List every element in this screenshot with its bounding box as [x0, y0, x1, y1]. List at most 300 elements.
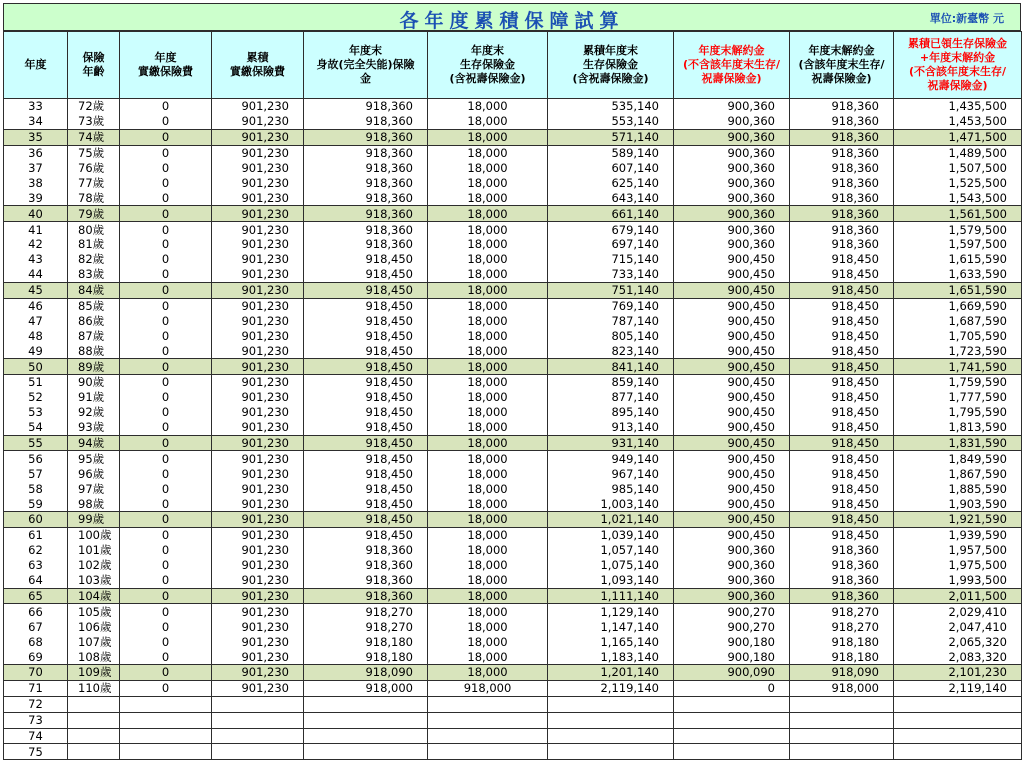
cell-annual-premium: 0 [120, 466, 212, 481]
cell-surrender-value-incl: 918,360 [790, 175, 894, 190]
cell-death-benefit: 918,450 [304, 527, 428, 542]
cell-annual-premium [120, 696, 212, 712]
cell-annual-premium: 0 [120, 237, 212, 252]
cell-annual-premium: 0 [120, 496, 212, 511]
table-row [4, 161, 1022, 176]
cell-death-benefit: 918,270 [304, 604, 428, 619]
cell-cumulative-total: 1,615,590 [894, 252, 1022, 267]
header-line: (含祝壽保險金) [572, 72, 649, 85]
cell-cumulative-total: 1,705,590 [894, 328, 1022, 343]
cell-death-benefit: 918,450 [304, 496, 428, 511]
cell-year: 69 [4, 649, 68, 664]
cell-insured-age: 105歲 [68, 604, 120, 619]
cell-survival-benefit: 18,000 [428, 145, 548, 160]
benefit-table [3, 31, 1022, 760]
cell-death-benefit: 918,360 [304, 543, 428, 558]
cell-cumulative-total: 2,083,320 [894, 649, 1022, 664]
cell-survival-benefit: 18,000 [428, 222, 548, 237]
cell-insured-age: 89歲 [68, 359, 120, 375]
header-line: (含祝壽保險金) [449, 72, 526, 85]
cell-cumulative-total: 1,831,590 [894, 435, 1022, 451]
cell-surrender-value-incl: 918,360 [790, 222, 894, 237]
cell-annual-premium [120, 744, 212, 760]
cell-insured-age: 72歲 [68, 99, 120, 114]
cell-death-benefit: 918,450 [304, 282, 428, 298]
cell-cumulative-survival-benefit: 1,201,140 [548, 664, 674, 680]
table-row [4, 696, 1022, 712]
cell-cumulative-total: 1,867,590 [894, 466, 1022, 481]
cell-surrender-value-excl: 900,090 [674, 664, 790, 680]
cell-cumulative-total: 1,759,590 [894, 375, 1022, 390]
cell-death-benefit: 918,000 [304, 680, 428, 696]
cell-year: 54 [4, 420, 68, 435]
cell-surrender-value-incl: 918,360 [790, 99, 894, 114]
cell-cumulative-survival-benefit: 1,147,140 [548, 619, 674, 634]
cell-surrender-value-incl: 918,360 [790, 129, 894, 145]
cell-cumulative-premium: 901,230 [212, 680, 304, 696]
cell-cumulative-survival-benefit: 643,140 [548, 190, 674, 205]
table-row [4, 222, 1022, 237]
cell-surrender-value-excl: 900,450 [674, 375, 790, 390]
cell-year: 44 [4, 267, 68, 282]
cell-cumulative-premium: 901,230 [212, 466, 304, 481]
cell-year: 62 [4, 543, 68, 558]
cell-surrender-value-excl: 900,450 [674, 481, 790, 496]
cell-cumulative-premium: 901,230 [212, 129, 304, 145]
cell-annual-premium: 0 [120, 604, 212, 619]
cell-annual-premium: 0 [120, 206, 212, 222]
cell-year: 42 [4, 237, 68, 252]
cell-cumulative-total: 1,741,590 [894, 359, 1022, 375]
cell-surrender-value-excl: 900,360 [674, 206, 790, 222]
cell-surrender-value-excl: 900,450 [674, 343, 790, 358]
cell-death-benefit: 918,360 [304, 175, 428, 190]
cell-survival-benefit: 18,000 [428, 634, 548, 649]
cell-survival-benefit: 18,000 [428, 359, 548, 375]
cell-annual-premium: 0 [120, 222, 212, 237]
table-row [4, 466, 1022, 481]
cell-surrender-value-incl: 918,360 [790, 145, 894, 160]
cell-insured-age [68, 744, 120, 760]
cell-surrender-value-excl: 900,360 [674, 558, 790, 573]
cell-surrender-value-incl: 918,360 [790, 543, 894, 558]
cell-cumulative-total: 2,101,230 [894, 664, 1022, 680]
header-line: 身故(完全失能)保險 [316, 58, 415, 71]
cell-insured-age: 91歲 [68, 390, 120, 405]
cell-death-benefit: 918,360 [304, 558, 428, 573]
cell-survival-benefit: 18,000 [428, 451, 548, 466]
table-row [4, 405, 1022, 420]
cell-cumulative-survival-benefit: 859,140 [548, 375, 674, 390]
cell-annual-premium: 0 [120, 175, 212, 190]
cell-insured-age [68, 728, 120, 744]
cell-cumulative-total: 2,029,410 [894, 604, 1022, 619]
cell-surrender-value-incl: 918,450 [790, 390, 894, 405]
cell-survival-benefit: 18,000 [428, 604, 548, 619]
cell-survival-benefit: 18,000 [428, 588, 548, 604]
cell-year: 55 [4, 435, 68, 451]
cell-year: 53 [4, 405, 68, 420]
cell-surrender-value-excl: 900,360 [674, 573, 790, 588]
cell-cumulative-survival-benefit: 769,140 [548, 298, 674, 313]
cell-annual-premium: 0 [120, 114, 212, 129]
cell-survival-benefit: 18,000 [428, 466, 548, 481]
cell-insured-age: 86歲 [68, 313, 120, 328]
cell-year: 57 [4, 466, 68, 481]
cell-surrender-value-incl: 918,360 [790, 558, 894, 573]
cell-year: 37 [4, 161, 68, 176]
table-row [4, 313, 1022, 328]
table-row [4, 175, 1022, 190]
cell-surrender-value-incl: 918,450 [790, 435, 894, 451]
header-line: 年度末 [471, 44, 504, 57]
cell-survival-benefit: 18,000 [428, 161, 548, 176]
cell-surrender-value-excl: 900,360 [674, 222, 790, 237]
cell-cumulative-total: 2,011,500 [894, 588, 1022, 604]
cell-cumulative-total: 1,435,500 [894, 99, 1022, 114]
header-line: 祝壽保險金) [927, 79, 988, 92]
cell-year: 49 [4, 343, 68, 358]
cell-survival-benefit: 18,000 [428, 558, 548, 573]
cell-cumulative-survival-benefit: 535,140 [548, 99, 674, 114]
table-row [4, 435, 1022, 451]
cell-death-benefit [304, 712, 428, 728]
cell-cumulative-total [894, 744, 1022, 760]
cell-insured-age: 92歲 [68, 405, 120, 420]
cell-cumulative-premium [212, 728, 304, 744]
cell-year: 74 [4, 728, 68, 744]
cell-surrender-value-incl: 918,270 [790, 619, 894, 634]
header-line: 生存保險金 [583, 58, 638, 71]
cell-year: 72 [4, 696, 68, 712]
column-header-cumulative-premium [212, 32, 304, 99]
page-title: 各年度累積保障試算 [399, 10, 625, 32]
cell-annual-premium: 0 [120, 375, 212, 390]
cell-surrender-value-excl [674, 696, 790, 712]
cell-cumulative-premium: 901,230 [212, 558, 304, 573]
cell-surrender-value-incl: 918,450 [790, 527, 894, 542]
cell-insured-age: 74歲 [68, 129, 120, 145]
cell-annual-premium: 0 [120, 420, 212, 435]
header-line: 實繳保險費 [230, 65, 285, 78]
cell-cumulative-premium: 901,230 [212, 527, 304, 542]
cell-cumulative-total: 1,561,500 [894, 206, 1022, 222]
column-header-year [4, 32, 68, 99]
table-row [4, 496, 1022, 511]
column-header-annual-premium [120, 32, 212, 99]
cell-insured-age: 77歲 [68, 175, 120, 190]
cell-annual-premium: 0 [120, 313, 212, 328]
cell-cumulative-total: 2,047,410 [894, 619, 1022, 634]
cell-year: 68 [4, 634, 68, 649]
cell-year: 39 [4, 190, 68, 205]
cell-death-benefit: 918,450 [304, 512, 428, 528]
cell-cumulative-total: 1,471,500 [894, 129, 1022, 145]
cell-cumulative-total [894, 728, 1022, 744]
cell-year: 33 [4, 99, 68, 114]
cell-annual-premium: 0 [120, 588, 212, 604]
cell-surrender-value-incl: 918,450 [790, 313, 894, 328]
cell-cumulative-survival-benefit: 985,140 [548, 481, 674, 496]
cell-insured-age: 84歲 [68, 282, 120, 298]
cell-survival-benefit: 18,000 [428, 390, 548, 405]
cell-year: 61 [4, 527, 68, 542]
cell-cumulative-survival-benefit [548, 744, 674, 760]
cell-surrender-value-excl: 900,450 [674, 298, 790, 313]
cell-cumulative-survival-benefit: 877,140 [548, 390, 674, 405]
table-row [4, 451, 1022, 466]
cell-cumulative-total: 1,651,590 [894, 282, 1022, 298]
cell-death-benefit: 918,450 [304, 451, 428, 466]
cell-insured-age: 76歲 [68, 161, 120, 176]
cell-cumulative-premium: 901,230 [212, 604, 304, 619]
currency-unit-label: 單位:新臺幣 元 [929, 12, 1004, 25]
cell-surrender-value-excl: 900,360 [674, 588, 790, 604]
cell-cumulative-survival-benefit [548, 712, 674, 728]
cell-cumulative-total: 1,633,590 [894, 267, 1022, 282]
cell-survival-benefit [428, 744, 548, 760]
table-row [4, 375, 1022, 390]
cell-cumulative-total: 2,065,320 [894, 634, 1022, 649]
cell-cumulative-premium: 901,230 [212, 451, 304, 466]
cell-death-benefit: 918,090 [304, 664, 428, 680]
cell-cumulative-premium: 901,230 [212, 375, 304, 390]
cell-death-benefit: 918,450 [304, 390, 428, 405]
cell-annual-premium: 0 [120, 267, 212, 282]
cell-annual-premium: 0 [120, 99, 212, 114]
table-row [4, 619, 1022, 634]
table-row [4, 129, 1022, 145]
table-row [4, 99, 1022, 114]
cell-surrender-value-excl: 900,360 [674, 129, 790, 145]
cell-cumulative-survival-benefit: 931,140 [548, 435, 674, 451]
table-row [4, 190, 1022, 205]
cell-cumulative-survival-benefit: 625,140 [548, 175, 674, 190]
cell-cumulative-total: 1,453,500 [894, 114, 1022, 129]
column-header-surrender-value-incl [790, 32, 894, 99]
cell-insured-age: 100歲 [68, 527, 120, 542]
cell-annual-premium [120, 728, 212, 744]
cell-insured-age: 108歲 [68, 649, 120, 664]
cell-surrender-value-excl: 900,360 [674, 190, 790, 205]
cell-insured-age: 104歲 [68, 588, 120, 604]
table-row [4, 237, 1022, 252]
table-row [4, 712, 1022, 728]
cell-survival-benefit: 18,000 [428, 267, 548, 282]
table-row [4, 328, 1022, 343]
cell-year: 58 [4, 481, 68, 496]
cell-cumulative-premium: 901,230 [212, 435, 304, 451]
cell-death-benefit: 918,360 [304, 222, 428, 237]
cell-year: 38 [4, 175, 68, 190]
cell-death-benefit: 918,360 [304, 99, 428, 114]
cell-cumulative-total: 2,119,140 [894, 680, 1022, 696]
cell-annual-premium: 0 [120, 543, 212, 558]
cell-year: 63 [4, 558, 68, 573]
cell-annual-premium: 0 [120, 573, 212, 588]
cell-cumulative-total: 1,489,500 [894, 145, 1022, 160]
cell-survival-benefit: 18,000 [428, 375, 548, 390]
cell-surrender-value-incl: 918,360 [790, 573, 894, 588]
cell-insured-age: 109歲 [68, 664, 120, 680]
cell-insured-age: 83歲 [68, 267, 120, 282]
table-row [4, 206, 1022, 222]
cell-insured-age: 93歲 [68, 420, 120, 435]
cell-cumulative-premium [212, 712, 304, 728]
cell-annual-premium: 0 [120, 558, 212, 573]
cell-year: 59 [4, 496, 68, 511]
cell-surrender-value-incl: 918,450 [790, 267, 894, 282]
cell-cumulative-total: 1,885,590 [894, 481, 1022, 496]
cell-insured-age: 107歲 [68, 634, 120, 649]
cell-surrender-value-incl: 918,450 [790, 405, 894, 420]
cell-survival-benefit: 18,000 [428, 649, 548, 664]
cell-surrender-value-incl: 918,090 [790, 664, 894, 680]
table-row [4, 634, 1022, 649]
cell-cumulative-premium: 901,230 [212, 420, 304, 435]
cell-survival-benefit [428, 712, 548, 728]
cell-insured-age: 96歲 [68, 466, 120, 481]
cell-survival-benefit: 18,000 [428, 481, 548, 496]
cell-cumulative-premium: 901,230 [212, 573, 304, 588]
cell-year: 75 [4, 744, 68, 760]
cell-cumulative-premium: 901,230 [212, 190, 304, 205]
cell-annual-premium: 0 [120, 451, 212, 466]
cell-surrender-value-incl: 918,450 [790, 512, 894, 528]
cell-annual-premium [120, 712, 212, 728]
cell-cumulative-total: 1,525,500 [894, 175, 1022, 190]
cell-year: 52 [4, 390, 68, 405]
cell-insured-age: 87歲 [68, 328, 120, 343]
cell-year: 48 [4, 328, 68, 343]
cell-survival-benefit: 18,000 [428, 298, 548, 313]
table-row [4, 573, 1022, 588]
cell-surrender-value-excl: 900,450 [674, 313, 790, 328]
header-line: 祝壽保險金) [811, 72, 872, 85]
cell-death-benefit: 918,450 [304, 343, 428, 358]
cell-cumulative-survival-benefit: 697,140 [548, 237, 674, 252]
cell-surrender-value-excl: 900,450 [674, 420, 790, 435]
cell-survival-benefit: 18,000 [428, 328, 548, 343]
cell-surrender-value-excl: 900,450 [674, 359, 790, 375]
table-row [4, 114, 1022, 129]
cell-cumulative-survival-benefit: 1,183,140 [548, 649, 674, 664]
cell-surrender-value-excl: 900,450 [674, 527, 790, 542]
cell-annual-premium: 0 [120, 619, 212, 634]
cell-surrender-value-excl: 900,450 [674, 466, 790, 481]
cell-cumulative-premium: 901,230 [212, 619, 304, 634]
cell-cumulative-survival-benefit: 607,140 [548, 161, 674, 176]
cell-death-benefit: 918,450 [304, 375, 428, 390]
cell-survival-benefit: 18,000 [428, 343, 548, 358]
cell-surrender-value-excl: 900,360 [674, 543, 790, 558]
cell-surrender-value-incl [790, 696, 894, 712]
table-row [4, 298, 1022, 313]
cell-cumulative-premium: 901,230 [212, 343, 304, 358]
cell-year: 45 [4, 282, 68, 298]
cell-death-benefit: 918,180 [304, 634, 428, 649]
cell-cumulative-survival-benefit: 823,140 [548, 343, 674, 358]
header-line: 累積 [246, 51, 269, 64]
cell-annual-premium: 0 [120, 664, 212, 680]
cell-cumulative-premium: 901,230 [212, 267, 304, 282]
cell-cumulative-premium: 901,230 [212, 496, 304, 511]
cell-surrender-value-excl [674, 744, 790, 760]
cell-annual-premium: 0 [120, 298, 212, 313]
cell-year: 56 [4, 451, 68, 466]
cell-surrender-value-excl: 0 [674, 680, 790, 696]
column-header-death-benefit [304, 32, 428, 99]
cell-year: 73 [4, 712, 68, 728]
cell-surrender-value-incl: 918,000 [790, 680, 894, 696]
cell-cumulative-survival-benefit: 967,140 [548, 466, 674, 481]
cell-year: 36 [4, 145, 68, 160]
cell-death-benefit: 918,450 [304, 420, 428, 435]
cell-survival-benefit: 18,000 [428, 282, 548, 298]
cell-cumulative-premium: 901,230 [212, 649, 304, 664]
cell-survival-benefit: 18,000 [428, 313, 548, 328]
header-line: (不含該年度末生存/ [682, 58, 781, 71]
header-line: +年度末解約金 [919, 51, 996, 64]
table-row [4, 744, 1022, 760]
cell-cumulative-survival-benefit: 553,140 [548, 114, 674, 129]
table-row [4, 390, 1022, 405]
cell-survival-benefit: 18,000 [428, 496, 548, 511]
cell-cumulative-survival-benefit: 1,129,140 [548, 604, 674, 619]
table-row [4, 728, 1022, 744]
title-bar [3, 3, 1021, 31]
cell-surrender-value-incl: 918,450 [790, 328, 894, 343]
cell-survival-benefit: 18,000 [428, 175, 548, 190]
cell-annual-premium: 0 [120, 282, 212, 298]
header-line: (含該年度末生存/ [798, 58, 885, 71]
cell-cumulative-survival-benefit: 1,003,140 [548, 496, 674, 511]
header-line: 年度末 [349, 44, 382, 57]
cell-cumulative-survival-benefit: 2,119,140 [548, 680, 674, 696]
cell-surrender-value-excl: 900,450 [674, 390, 790, 405]
cell-surrender-value-incl: 918,450 [790, 420, 894, 435]
cell-cumulative-survival-benefit [548, 728, 674, 744]
cell-year: 70 [4, 664, 68, 680]
cell-death-benefit: 918,450 [304, 252, 428, 267]
cell-surrender-value-excl: 900,360 [674, 114, 790, 129]
cell-death-benefit: 918,450 [304, 298, 428, 313]
column-header-survival-benefit [428, 32, 548, 99]
cell-death-benefit: 918,450 [304, 267, 428, 282]
table-row [4, 282, 1022, 298]
cell-insured-age: 95歲 [68, 451, 120, 466]
cell-cumulative-premium: 901,230 [212, 359, 304, 375]
cell-cumulative-premium: 901,230 [212, 634, 304, 649]
cell-annual-premium: 0 [120, 527, 212, 542]
cell-surrender-value-excl [674, 728, 790, 744]
cell-surrender-value-excl: 900,450 [674, 496, 790, 511]
cell-annual-premium: 0 [120, 405, 212, 420]
table-row [4, 420, 1022, 435]
cell-death-benefit: 918,360 [304, 573, 428, 588]
cell-surrender-value-incl: 918,360 [790, 114, 894, 129]
cell-annual-premium: 0 [120, 481, 212, 496]
cell-survival-benefit: 18,000 [428, 114, 548, 129]
cell-year: 43 [4, 252, 68, 267]
cell-insured-age: 97歲 [68, 481, 120, 496]
header-line: 年度 [154, 51, 177, 64]
cell-cumulative-premium: 901,230 [212, 405, 304, 420]
cell-annual-premium: 0 [120, 343, 212, 358]
cell-year: 51 [4, 375, 68, 390]
cell-surrender-value-excl: 900,360 [674, 161, 790, 176]
cell-survival-benefit [428, 696, 548, 712]
